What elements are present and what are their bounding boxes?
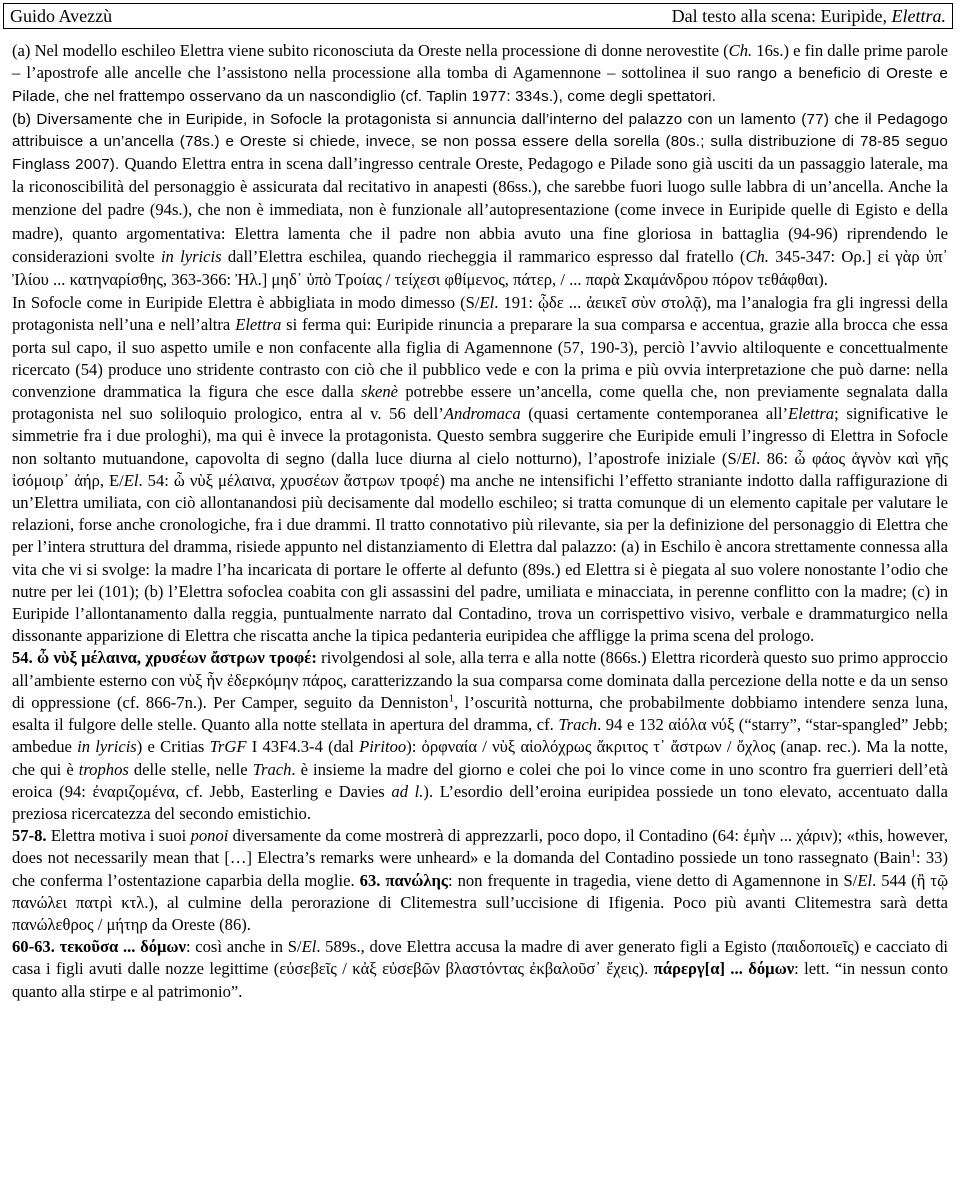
italic-text: ponoi	[190, 826, 229, 846]
paragraph	[12, 647, 948, 825]
header-title-work: Elettra.	[891, 6, 946, 26]
lemma: 63. πανώλης	[359, 870, 448, 890]
lemma: πάρεργ[α] ... δόμων	[653, 959, 795, 979]
paragraph	[12, 936, 948, 1003]
italic-text: skenè	[361, 382, 398, 402]
text-run: 16s.) e fin dalle prime parole – l’apostrofe alle ancelle che l’assistono nella processione alla tomba di Agamennone – sottolinea	[12, 41, 949, 83]
text-run: Quando Elettra entra in scena dall’ingresso centrale Oreste, Pedagogo e Pilade sono già usciti da un passaggio laterale, ma la riconoscibilità del personaggio è assicurata dal recitativo in anapesti (86ss.), che sarebbe fuori luogo sulle labbra di un’ancella. Anche la menzione del padre (94s.), che non è immediata, non è funzionale all’autopresentazione (come invece in Euripide quelle di Egisto e della madre), quanto argomentativa: Elettra lamenta che il padre non abbia avuto una fine gloriosa in battaglia (94-96) riprendendo le considerazioni svolte	[12, 154, 948, 266]
italic-text: in lyricis	[77, 737, 137, 757]
lemma: 54. ὦ νὺξ μέλαινα, χρυσέων ἄστρων τροφέ:	[12, 648, 317, 668]
text-run: . 191: ᾧδε ... ἀεικεῖ σὺν στολᾷ), ma l’analogia fra gli ingressi della protagonista nell’una e nell’altra	[12, 293, 948, 335]
text-run: si ferma qui: Euripide rinuncia a preparare la sua comparsa e accentua, grazie alla brocca che essa porta sul capo, il suo aspetto umile e non confacente alla figlia di Agamennone (57, 190-3), perciò l’avvio altiloquente e concettualmente ricercato (54) produce uno stridente contrasto con ciò che il pubblico vede e con la prima e più ovvia interpretazione che può darne: nella convenzione drammatica la figura che esce dalla	[12, 315, 948, 402]
header-title-prefix: Dal testo alla scena: Euripide,	[671, 6, 892, 26]
italic-text: in lyricis	[160, 246, 222, 266]
text-run: . 544 (ἢ τῷ πανώλει πατρὶ κτλ.), al culmine della perorazione di Clitemestra sull’uccisione di Ifigenia. Poco più avanti Clitemestra sarà detta πανώλεθρος / μήτηρ da Oreste (86).	[12, 870, 949, 934]
text-run: (b) Diversamente che in Euripide, in Sofocle la protagonista si annuncia dall’interno del palazzo con un lamento (77) che il Pedagogo attribuisce a un’ancella (78s.) e Oreste si chiede, invece, se non possa essere della sorella (80s.; sulla distribuzione di 78-85 seguo Finglass 2007).	[12, 110, 948, 174]
text-run: delle stelle, nelle	[128, 759, 253, 779]
text-run: : così anche in S/	[185, 937, 302, 957]
footnote-ref: 1	[910, 847, 917, 860]
footnote-ref: 1	[448, 692, 455, 705]
italic-text: ad l.	[391, 781, 424, 801]
header-author: Guido Avezzù	[10, 6, 113, 26]
text-run: ; significative le simmetrie fra i due prologhi), ma qui è invece la protagonista. Questo sembra suggerire che Euripide emuli l’ingresso di Elettra in Sofocle non soltanto mutuandone, capovolta di segno (dalla luce diurna al cielo notturno), l’apostrofe iniziale (S/	[12, 404, 949, 468]
italic-text: El	[741, 448, 757, 468]
paragraph	[12, 40, 948, 109]
italic-text: Trach	[252, 759, 292, 779]
italic-text: El	[301, 937, 317, 957]
italic-text: Ch.	[745, 246, 769, 266]
text-run: il suo rango a beneficio di Oreste e Pilade, che nel frattempo osservano da un nascondiglio (cf. Taplin 1977: 334s.), come degli spettatori.	[12, 65, 948, 106]
text-run: : lett. “in nessun conto quanto alla stirpe e al patrimonio”.	[12, 959, 948, 1001]
text-run: : 33) che conferma l’ostentazione caparbia della moglie.	[12, 848, 948, 890]
text-run: (a) Nel modello eschileo Elettra viene subito riconosciuta da Oreste nella processione di donne nerovestite (	[12, 41, 729, 60]
text-run: . 94 e 132 αἰόλα νύξ (“starry”, “star-spangled” Jebb; ambedue	[12, 715, 949, 757]
italic-text: Trach	[558, 715, 598, 735]
text-run: rivolgendosi al sole, alla terra e alla notte (866s.) Elettra ricorderà questo suo primo approccio all’ambiente esterno con νὺξ ἦν ἐδερκόμην πάρος, caratterizzando la sua comparsa come dominata dalla percezione della notte e da un senso di oppressione (cf. 866-7n.). Per Camper, seguito da Denniston	[12, 648, 948, 712]
text-run: . è insieme la madre del giorno e colei che poi lo vince come in uno scontro fra guerrieri dell’età eroica (94: ἐναριζομένα, cf. Jebb, Easterling e Davies	[12, 759, 948, 801]
paragraph	[12, 292, 948, 647]
text-run: , l’oscurità notturna, che probabilmente dobbiamo intendere senza luna, esalta il fulgore delle stelle. Quanto alla notte stellata in apertura del dramma, cf.	[12, 692, 948, 735]
italic-text: TrGF	[209, 737, 247, 757]
paragraph	[12, 825, 948, 936]
header-title	[672, 6, 946, 27]
text-run: 345-347: Ορ.] εἰ γὰρ ὑπ᾽ Ἰλίου ... κατηναρίσθης, 363-366: Ἠλ.] μηδ᾽ ὑπὸ Τροίας / τείχεσι φθίμενος, πάτερ, / ... παρὰ Σκαμάνδρου πόρον τεθάφθαι).	[12, 246, 948, 290]
text-run: diversamente da come mostrerà di apprezzarli, poco dopo, il Contadino (64: ἐμὴν ... χάριν); «this, however, does not necessarily mean that […] Electra’s remarks were unheard» e la domanda del Contadino possiede un tono rassegnato (Bain	[12, 826, 948, 868]
italic-text: Ch.	[728, 41, 753, 60]
commentary-body	[12, 40, 948, 1003]
italic-text: El	[857, 870, 873, 890]
italic-text: Andromaca	[443, 404, 521, 424]
italic-text: Elettra	[235, 315, 282, 335]
italic-text: El	[123, 470, 139, 490]
text-run: potrebbe essere un’ancella, come quella che, non previamente segnalata dalla protagonista nel suo soliloquio prologico, entra al v. 56 dell’	[12, 382, 948, 424]
text-run: . 86: ὦ φάος ἁγνὸν καὶ γῆς ἰσόμοιρ᾽ ἀήρ, E/	[12, 448, 948, 490]
text-run: . 54: ὦ νὺξ μέλαινα, χρυσέων ἄστρων τροφέ) ma anche ne intensifichi l’effetto straniante indotto dalla raffigurazione di un’Elettra umiliata, con ciò allontanandosi più decisamente dal modello eschileo; si tratta comunque di un elemento capitale per valutare le relazioni, forse anche cronologiche, fra i due drammi. Il tratto connotativo più rilevante, sia per la definizione del personaggio di Elettra che per l’intera struttura del dramma, risiede appunto nel distanziamento di Elettra dal palazzo: (a) in Eschilo è ancora strettamente connessa alla vita che vi si svolge: la madre l’ha incaricata di portare le offerte al defunto (89s.) ed Elettra si è piegata al suo volere nonostante l’odio che nutre per lei (101); (b) l’Elettra sofoclea coabita con gli assassini del padre, umiliata e minacciata, in perenne conflitto con la madre; (c) in Euripide l’allontanamento dalla reggia, puntualmente narrato dal Contadino, trova un corrispettivo visivo, verbale e drammaturgico nella dissonante apparizione di Elettra che riscatta anche la tipica pedanteria euripidea che affligge la prima scena del prologo.	[12, 470, 948, 646]
lemma: 60-63. τεκοῦσα ... δόμων	[12, 937, 186, 957]
text-run: In Sofocle come in Euripide Elettra è abbigliata in modo dimesso (S/	[12, 293, 480, 313]
text-run: . 589s., dove Elettra accusa la madre di aver generato figli a Egisto (παιδοποιεῖς) e cacciato di casa i figli avuti dalle nozze legittime (εὐσεβεῖς / κἀξ εὐσεβῶν βλαστόντας ἐκβαλοῦσ᾽ ἔχεις).	[12, 937, 948, 979]
italic-text: El	[479, 293, 495, 313]
text-run: I 43F4.3-4 (dal	[246, 737, 360, 757]
text-run: : non frequente in tragedia, viene detto di Agamennone in S/	[447, 870, 858, 890]
text-run: Elettra motiva i suoi	[46, 826, 191, 846]
italic-text: Piritoo	[359, 737, 407, 757]
text-run: ) e Critias	[136, 737, 210, 757]
italic-text: trophos	[78, 759, 129, 779]
lemma: 57-8.	[12, 826, 47, 846]
text-run: dall’Elettra eschilea, quando riecheggia il rammarico espresso dal fratello (	[221, 246, 746, 266]
text-run: ). L’esordio dell’eroina euripidea possiede un tono elevato, accentuato dalla preziosa ricercatezza del secondo emistichio.	[12, 781, 948, 823]
text-run: ): ὀρφναία / νὺξ αἰολόχρως ἄκριτος τ᾽ ἄστρων / ὄχλος (anap. rec.). Ma la notte, che qui è	[12, 737, 948, 779]
italic-text: Elettra	[788, 404, 835, 424]
text-run: (quasi certamente contemporanea all’	[520, 404, 789, 424]
paragraph	[12, 109, 948, 293]
running-header	[3, 3, 953, 29]
